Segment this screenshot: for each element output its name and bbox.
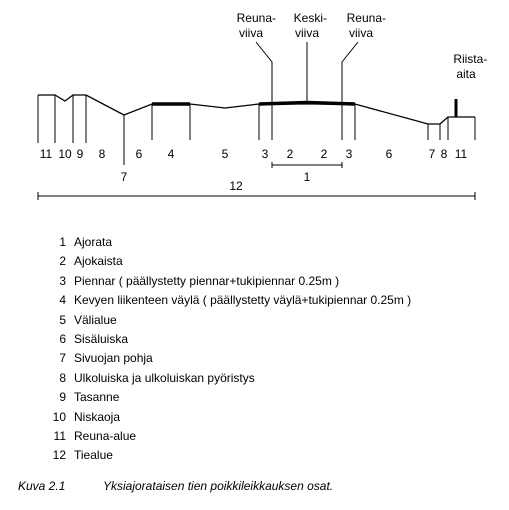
zone-number: 9: [76, 147, 84, 161]
center-line-label: Keski- viiva: [293, 11, 327, 40]
legend-number: 9: [59, 390, 66, 405]
legend-number: 6: [59, 331, 66, 346]
legend-item: [40, 291, 411, 310]
legend-item: [40, 427, 411, 446]
legend-number: 2: [59, 254, 66, 269]
zone-number: 2: [320, 147, 328, 161]
legend-text: Kevyen liikenteen väylä ( päällystetty väylä+tukipiennar 0.25m ): [74, 293, 412, 308]
legend-number: 12: [52, 448, 66, 463]
legend-text: Niskaoja: [74, 409, 121, 424]
guardrail-label: Riista- aita: [453, 52, 488, 81]
legend-text: Tasanne: [74, 390, 120, 405]
legend-item: [40, 446, 411, 465]
legend-item: [40, 233, 411, 252]
zone-number: 4: [167, 147, 175, 161]
road-area-number: 12: [229, 179, 243, 193]
roadway-number: 1: [303, 170, 311, 184]
legend-text: Piennar ( päällystetty piennar+tukipiennar 0.25m ): [74, 273, 340, 288]
legend-text: Reuna-alue: [74, 428, 137, 443]
figure-caption-text: Yksiajorataisen tien poikkileikkauksen osat.: [103, 479, 334, 493]
legend-text: Välialue: [74, 312, 117, 327]
legend-item: [40, 252, 411, 271]
legend-text: Ajorata: [74, 235, 113, 249]
right-edge-line-leader: [342, 42, 358, 103]
legend-number: 3: [59, 273, 66, 288]
legend-text: Tiealue: [74, 448, 113, 463]
zone-number: 2: [286, 147, 294, 161]
zone-number: 8: [440, 147, 448, 161]
zone-number: 11: [454, 147, 468, 161]
figure-caption: [18, 479, 333, 493]
terrain-profile: [38, 95, 475, 124]
zone-number: 7: [428, 147, 436, 161]
zone-number: 3: [261, 147, 269, 161]
right-edge-line-label: Reuna- viiva: [346, 11, 387, 40]
roadway-pavement: [259, 103, 355, 105]
legend-item: [40, 388, 411, 407]
left-edge-line-leader: [256, 42, 272, 103]
legend-item: [40, 369, 411, 388]
legend-item: [40, 408, 411, 427]
legend-text: Ulkoluiska ja ulkoluiskan pyöristys: [74, 370, 255, 385]
legend-number: 5: [59, 312, 66, 327]
zone-number: 10: [58, 147, 72, 161]
legend-number: 10: [52, 409, 66, 424]
legend-number: 7: [59, 351, 66, 366]
legend-item: [40, 330, 411, 349]
road-cross-section-diagram: [0, 0, 509, 210]
legend-item: [40, 272, 411, 291]
zone-number: 5: [221, 147, 229, 161]
legend-number: 1: [59, 235, 66, 249]
zone-number: 6: [385, 147, 393, 161]
legend-list: [40, 233, 411, 466]
legend-number: 4: [59, 293, 66, 308]
left-edge-line-label: Reuna- viiva: [236, 11, 277, 40]
legend-number: 8: [59, 370, 66, 385]
legend-text: Sisäluiska: [74, 331, 129, 346]
zone-number: 8: [98, 147, 106, 161]
ditch-bottom-number: 7: [120, 170, 128, 184]
zone-number: 11: [39, 147, 53, 161]
zone-number: 6: [135, 147, 143, 161]
figure-label: Kuva 2.1: [18, 479, 66, 493]
legend-number: 11: [53, 428, 66, 443]
legend-item: [40, 311, 411, 330]
legend-item: [40, 349, 411, 368]
zone-number: 3: [345, 147, 353, 161]
legend-text: Sivuojan pohja: [74, 351, 153, 366]
legend-text: Ajokaista: [74, 254, 123, 269]
